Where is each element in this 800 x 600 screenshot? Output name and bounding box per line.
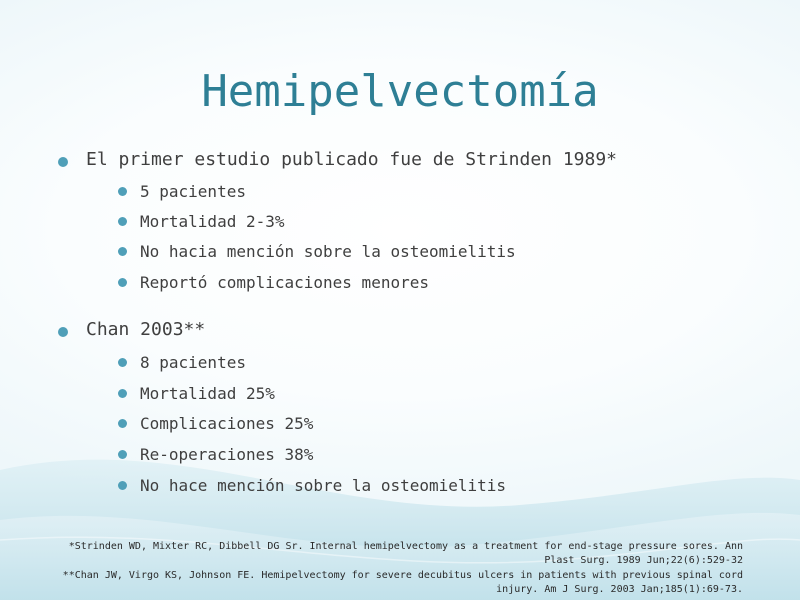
bullet-dot-icon (118, 217, 127, 226)
bullet-dot-icon (118, 247, 127, 256)
list-item-text: Mortalidad 25% (140, 384, 275, 403)
bullet-dot-icon (58, 157, 68, 167)
list-item-text: No hacia mención sobre la osteomielitis (140, 242, 516, 261)
list-item-text: 5 pacientes (140, 182, 246, 201)
bullet-dot-icon (118, 419, 127, 428)
references (40, 540, 743, 598)
bullet-dot-icon (118, 450, 127, 459)
slide-title: Hemipelvectomía (201, 66, 599, 117)
bullet-dot-icon (118, 187, 127, 196)
section-heading: Chan 2003** (86, 319, 206, 340)
bullet-dot-icon (58, 327, 68, 337)
list-item-text: Reportó complicaciones menores (140, 273, 429, 292)
bullet-dot-icon (118, 389, 127, 398)
bullet-dot-icon (118, 358, 127, 367)
reference-2: **Chan JW, Virgo KS, Johnson FE. Hemipelvectomy for severe decubitus ulcers in patients with previous spinal cord injury. Am J Surg. 2003 Jan;185(1):69-73. (62, 569, 743, 596)
bullet-dot-icon (118, 481, 127, 490)
section-heading: El primer estudio publicado fue de Strinden 1989* (86, 149, 618, 170)
list-item-text: No hace mención sobre la osteomielitis (140, 476, 507, 495)
list-item-text: Complicaciones 25% (140, 414, 314, 433)
bullet-dot-icon (118, 278, 127, 287)
list-item-text: 8 pacientes (140, 353, 246, 372)
reference-1: *Strinden WD, Mixter RC, Dibbell DG Sr. Internal hemipelvectomy as a treatment for end-stage pressure sores. Ann Plast Surg. 1989 Jun;22(6):529-32 (68, 541, 743, 567)
list-item-text: Re-operaciones 38% (140, 445, 314, 464)
list-item-text: Mortalidad 2-3% (140, 212, 285, 231)
